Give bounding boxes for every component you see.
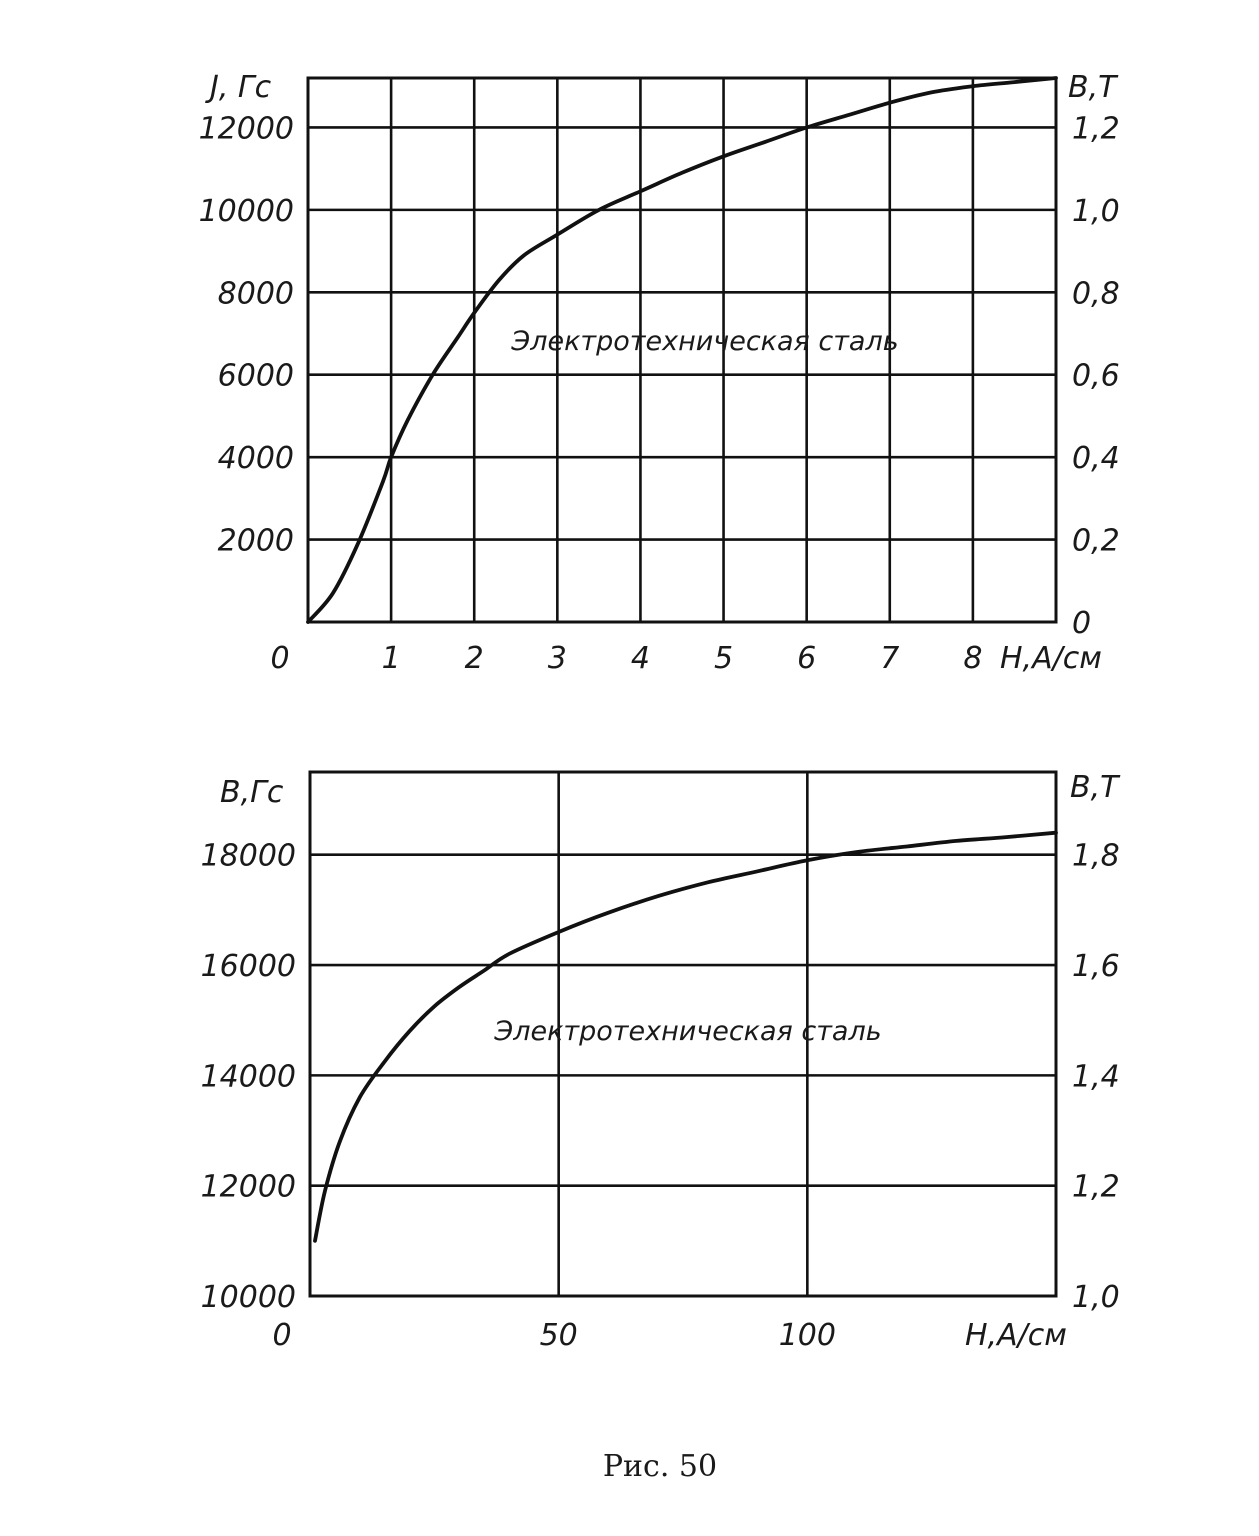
x-tick-label: 50	[539, 1318, 578, 1353]
y-tick-label-left: 2000	[217, 523, 294, 559]
y-tick-label-right: 1,0	[1072, 193, 1120, 229]
x-tick-label: 1	[381, 641, 401, 676]
y-tick-label-right: 0,6	[1072, 358, 1120, 394]
y-tick-label-left: 10000	[198, 193, 294, 229]
y-tick-label-right: 1,2	[1072, 111, 1120, 147]
x-tick-label: 0	[270, 641, 290, 676]
y-axis-label-left: В,Гс	[220, 775, 284, 810]
x-tick-label: 0	[272, 1318, 292, 1353]
y-tick-label-right: 1,2	[1072, 1169, 1120, 1205]
y-tick-label-right: 1,4	[1072, 1059, 1120, 1095]
series-annotation: Электротехническая сталь	[494, 1016, 882, 1047]
y-tick-label-left: 14000	[200, 1059, 296, 1095]
y-tick-label-right: 0	[1072, 606, 1092, 641]
y-tick-label-right: 0,8	[1072, 276, 1120, 312]
y-axis-label-right: В,Т	[1070, 770, 1119, 805]
x-tick-label: 8	[963, 641, 983, 676]
y-axis-label-left: J, Гс	[210, 70, 272, 105]
magnetization-chart-low-field	[199, 70, 1120, 676]
y-tick-label-right: 0,2	[1072, 523, 1120, 559]
x-tick-label: 2	[464, 641, 484, 676]
x-axis-label: Н,А/см	[965, 1318, 1067, 1353]
x-axis-label: Н,А/см	[1000, 641, 1102, 676]
x-tick-label: 100	[778, 1318, 836, 1353]
figure-caption: Рис. 50	[602, 1449, 718, 1484]
x-tick-label: 7	[880, 641, 900, 676]
y-tick-label-left: 12000	[200, 1169, 296, 1205]
y-tick-label-left: 6000	[217, 358, 294, 394]
x-tick-label: 5	[714, 641, 734, 676]
y-tick-label-right: 1,6	[1072, 949, 1120, 985]
y-tick-label-right: 1,0	[1072, 1280, 1120, 1315]
y-tick-label-left: 12000	[198, 111, 294, 147]
y-tick-label-right: 0,4	[1072, 441, 1120, 477]
y-tick-label-left: 18000	[200, 838, 296, 874]
y-tick-label-left: 16000	[200, 949, 296, 985]
y-tick-label-left: 8000	[217, 276, 294, 312]
y-tick-label-left: 4000	[217, 441, 294, 477]
x-tick-label: 6	[797, 641, 817, 676]
y-tick-label-left: 10000	[200, 1280, 296, 1315]
series-annotation: Электротехническая сталь	[511, 326, 899, 357]
x-tick-label: 3	[547, 641, 567, 676]
y-axis-label-right: В,Т	[1068, 70, 1117, 105]
x-tick-label: 4	[630, 641, 650, 676]
y-tick-label-right: 1,8	[1072, 838, 1120, 874]
magnetization-chart-high-field	[201, 770, 1122, 1353]
